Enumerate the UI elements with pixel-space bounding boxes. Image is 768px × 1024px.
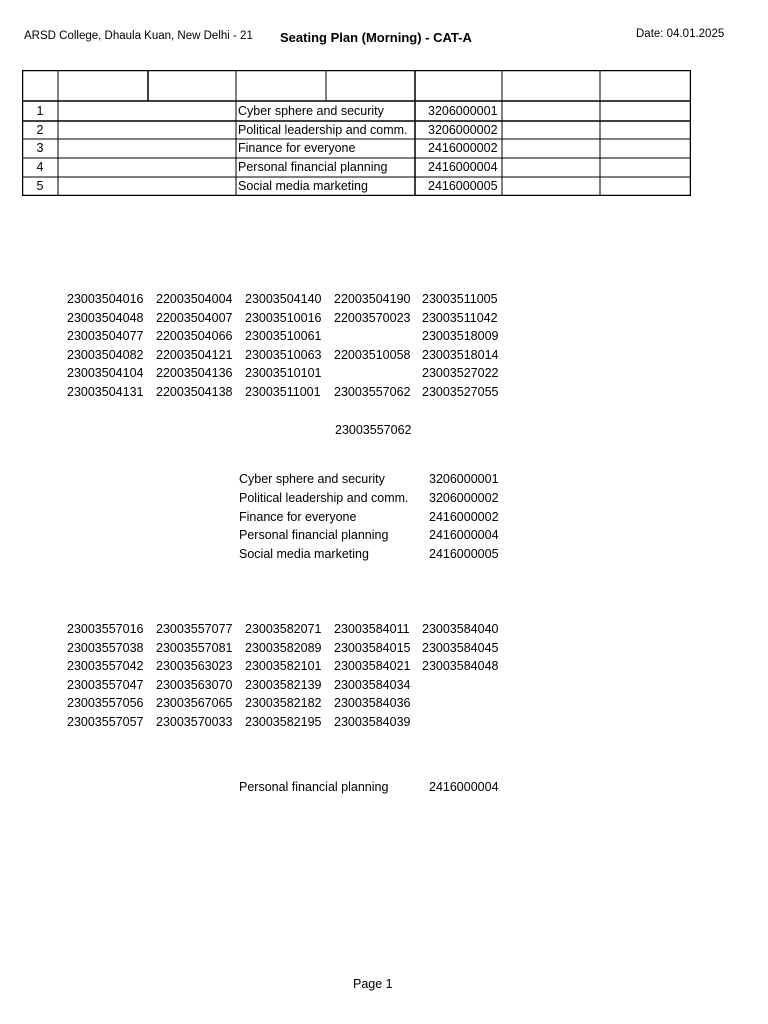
roll-number: 23003584011 <box>334 622 410 636</box>
roll-number: 23003518014 <box>422 347 499 362</box>
roll-number: 23003504016 <box>67 292 144 306</box>
roll-number: 23003518009 <box>422 329 499 344</box>
subject-list-item: Finance for everyone <box>239 510 357 524</box>
subject-code: 2416000005 <box>429 547 499 561</box>
roll-number: 23003557056 <box>67 696 144 711</box>
roll-number: 23003557016 <box>67 622 144 636</box>
table-row-sno: 1 <box>36 104 44 118</box>
roll-number: 23003584021 <box>334 659 411 674</box>
roll-number: 23003584040 <box>422 622 499 636</box>
roll-number: 23003584034 <box>334 677 411 692</box>
roll-number: 23003504082 <box>67 347 144 362</box>
page-title: Seating Plan (Morning) - CAT-A <box>280 30 472 45</box>
roll-number: 23003563070 <box>156 677 233 692</box>
roll-number: 23003582101 <box>245 659 322 674</box>
table-row-subject: Personal financial planning <box>238 160 388 174</box>
roll-number: 23003504104 <box>67 366 144 381</box>
roll-number: 23003557047 <box>67 677 144 692</box>
roll-number: 23003582071 <box>245 622 322 636</box>
subject-list-item: Personal financial planning <box>239 528 389 542</box>
table-row-subject: Social media marketing <box>238 179 368 193</box>
roll-number: 23003510016 <box>245 310 322 325</box>
roll-number: 23003557081 <box>156 640 233 655</box>
table-row-sno: 2 <box>36 123 44 137</box>
roll-number: 23003584039 <box>334 715 411 729</box>
roll-number: 22003504004 <box>156 292 233 306</box>
roll-number: 23003510063 <box>245 347 322 362</box>
college-name: ARSD College, Dhaula Kuan, New Delhi - 21 <box>24 30 253 42</box>
table-row-subject: Finance for everyone <box>238 141 356 155</box>
exam-date: Date: 04.01.2025 <box>636 28 725 40</box>
table-row-sno: 3 <box>36 141 44 155</box>
roll-number: 23003504077 <box>67 329 144 344</box>
roll-number: 22003504138 <box>156 385 233 399</box>
page-number: Page 1 <box>353 977 393 991</box>
roll-number: 22003570023 <box>334 310 411 325</box>
roll-number: 23003527055 <box>422 385 499 399</box>
roll-number: 23003582089 <box>245 640 322 655</box>
table-row-code: 2416000005 <box>428 179 498 193</box>
roll-number: 23003511042 <box>422 310 498 325</box>
last-subject-name: Personal financial planning <box>239 780 389 794</box>
table-row-sno: 5 <box>36 179 44 193</box>
roll-number: 23003584036 <box>334 696 411 711</box>
subject-code: 2416000004 <box>429 528 499 542</box>
table-row-code: 2416000004 <box>428 160 498 174</box>
subject-list-item: Social media marketing <box>239 547 369 561</box>
roll-number: 23003582182 <box>245 696 322 711</box>
subject-list-item: Cyber sphere and security <box>239 472 385 486</box>
roll-number: 23003510101 <box>245 366 322 381</box>
roll-number: 22003504066 <box>156 329 233 344</box>
roll-number: 22003510058 <box>334 347 411 362</box>
roll-number: 23003511005 <box>422 292 498 306</box>
roll-number: 23003563023 <box>156 659 233 674</box>
table-row-code: 2416000002 <box>428 141 498 155</box>
roll-number: 23003584048 <box>422 659 499 674</box>
subject-code: 3206000001 <box>429 472 499 486</box>
table-row-code: 3206000002 <box>428 123 498 137</box>
roll-number-block-1 <box>67 290 517 410</box>
roll-number: 23003584015 <box>334 640 411 655</box>
roll-number: 22003504136 <box>156 366 233 381</box>
roll-number: 23003584045 <box>422 640 499 655</box>
roll-number: 23003511001 <box>245 385 321 399</box>
roll-number: 23003557077 <box>156 622 233 636</box>
roll-number-block-2 <box>67 620 517 740</box>
roll-number: 23003567065 <box>156 696 233 711</box>
roll-number: 23003570033 <box>156 715 233 729</box>
table-row-sno: 4 <box>36 160 44 174</box>
roll-number: 22003504007 <box>156 310 233 325</box>
roll-number: 23003557042 <box>67 659 144 674</box>
roll-number: 23003557062 <box>334 385 411 399</box>
table-row-subject: Cyber sphere and security <box>238 104 384 118</box>
roll-number: 23003510061 <box>245 329 322 344</box>
subject-table <box>22 70 691 196</box>
roll-number: 23003557057 <box>67 715 144 729</box>
roll-number: 23003527022 <box>422 366 499 381</box>
subject-code: 2416000002 <box>429 510 499 524</box>
roll-number: 23003504048 <box>67 310 144 325</box>
roll-number: 23003582195 <box>245 715 322 729</box>
roll-number: 22003504121 <box>156 347 233 362</box>
extra-roll-number: 23003557062 <box>335 423 412 437</box>
subject-code: 3206000002 <box>429 491 499 505</box>
subject-list-item: Political leadership and comm. <box>239 491 409 505</box>
roll-number: 23003504131 <box>67 385 144 399</box>
roll-number: 23003582139 <box>245 677 322 692</box>
table-row-code: 3206000001 <box>428 104 498 118</box>
roll-number: 23003557038 <box>67 640 144 655</box>
table-row-subject: Political leadership and comm. <box>238 123 408 137</box>
last-subject-code: 2416000004 <box>429 780 499 794</box>
roll-number: 23003504140 <box>245 292 322 306</box>
roll-number: 22003504190 <box>334 292 411 306</box>
